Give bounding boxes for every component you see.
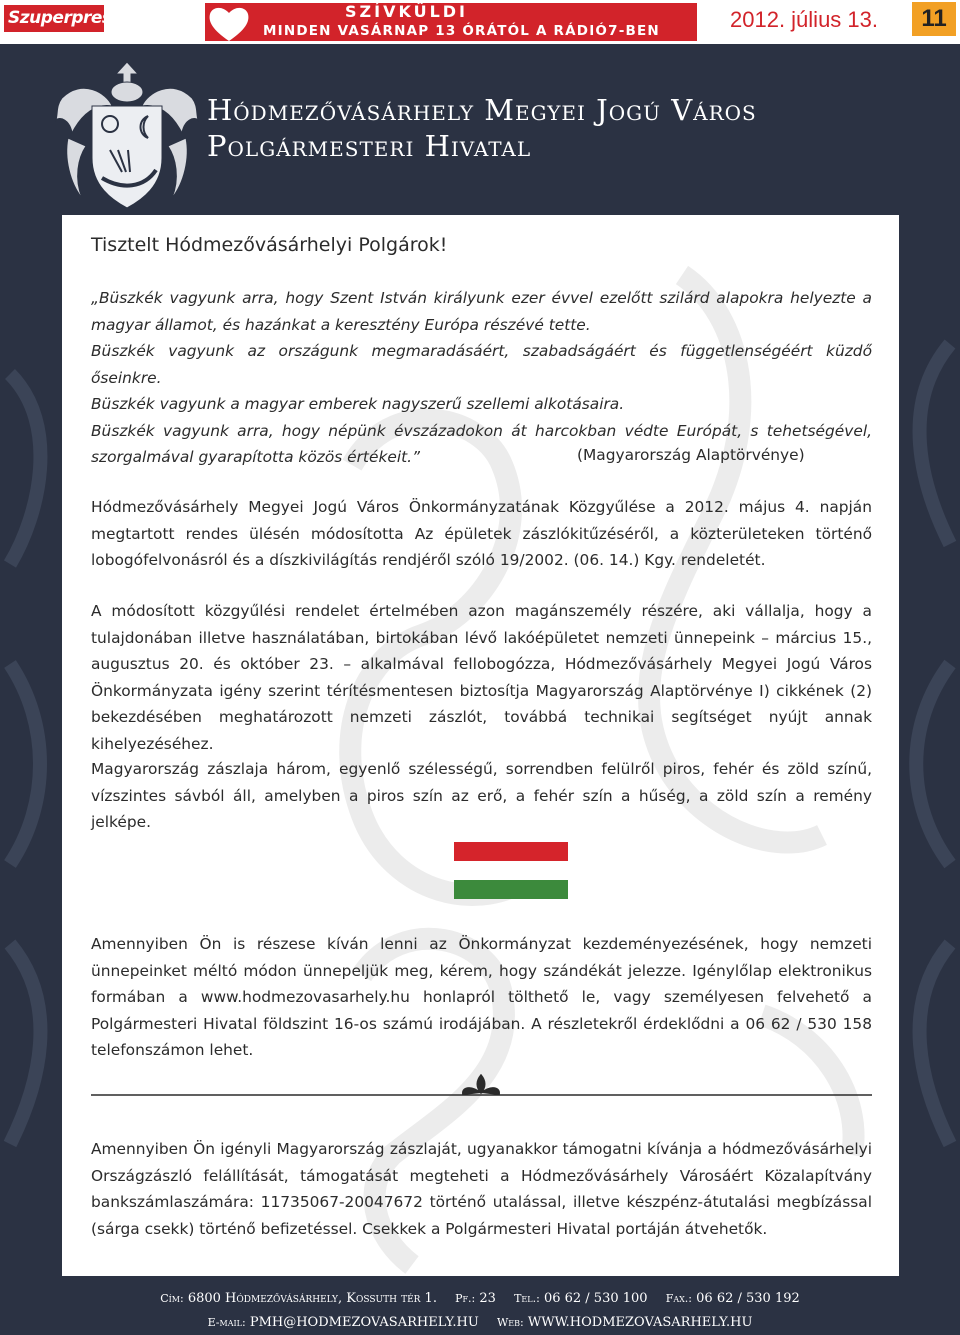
- fax-value: 06 62 / 530 192: [696, 1291, 800, 1306]
- issue-date: 2012. július 13.: [730, 7, 878, 32]
- fax-label: Fax.:: [665, 1292, 693, 1305]
- paragraph-flag-description: Magyarország zászlaja három, egyenlő szélességű, sorrendben felülről piros, fehér és zöld színű, vízszintes sávból áll, amelyben a piros szín az erő, a fehér szín a hűség, a zöld szín a remény jelképe.: [91, 760, 872, 831]
- flag-stripe-red: [454, 842, 568, 861]
- web-link[interactable]: WWW.HODMEZOVASARHELY.HU: [527, 1315, 753, 1330]
- office-title-line-2: Polgármesteri Hivatal: [207, 129, 532, 163]
- paragraph-flag-provision: A módosított közgyűlési rendelet értelmében azon magánszemély részére, aki vállalja, hogy a tulajdonában illetve használatában, birtokában lévő lakóépületet nemzeti ünnepeink – március 15., augusztus 20. és október 23. – alkalmával fellobogózza, Hódmezővásárhely Megyei Jogú Város Önkormányzata igény szerint térítésmentesen biztosítja Magyarország Alaptörvénye I) cikkének (2) bekezdésében meghatározott nemzeti zászlót, továbbá technikai segítséget nyújt annak kihelyezéséhez.: [91, 602, 872, 753]
- pf-value: 23: [479, 1291, 496, 1306]
- email-value[interactable]: PMH@HODMEZOVASARHELY.HU: [249, 1315, 479, 1330]
- web-label: Web:: [496, 1316, 524, 1329]
- paragraph-application: Amennyiben Ön is részese kíván lenni az Önkormányzat kezdeményezésének, hogy nemzeti ünnepeinket méltó módon ünnepeljük meg, kérem, hogy szándékát jelezze. Igénylőlap elektronikus formában a www.hodmezovasarhely.hu honlapról tölthető le, vagy személyesen felvehető a Polgármesteri Hivatal földszint 16-os számú irodájában. A részletekről érdeklődni a 06 62 / 530 158 telefonszámon lehet.: [91, 935, 872, 1059]
- fleur-ornament-icon: [91, 1073, 872, 1101]
- paragraph-decree: Hódmezővásárhely Megyei Jogú Város Önkormányzatának Közgyűlése a 2012. május 4. napján megtartott rendes ülésén módosította Az épületek zászlókitűzéséről, a közterületeken történő lobogófelvonásról és a díszkivilágítás rendjéről szóló 19/2002. (06. 14.) Kgy. rendeletét.: [91, 498, 872, 569]
- promo-banner: [205, 3, 697, 41]
- publication-logo: Szuperpress: [4, 5, 104, 32]
- pf-label: Pf.:: [455, 1292, 476, 1305]
- letter-card: [62, 215, 899, 1276]
- footer-line-2: [0, 1311, 960, 1335]
- top-strip: [0, 0, 960, 44]
- promo-subtitle: MINDEN VASÁRNAP 13 ÓRÁTÓL A RÁDIÓ7-BEN: [263, 23, 660, 39]
- tel-label: Tel.:: [514, 1292, 540, 1305]
- address-label: Cím:: [160, 1292, 184, 1305]
- flag-stripe-white: [454, 861, 568, 880]
- page-number-badge: 11: [912, 2, 956, 36]
- promo-title: SZÍVKÜLDI: [345, 3, 468, 21]
- flag-stripe-green: [454, 880, 568, 899]
- quote-line: Büszkék vagyunk a magyar emberek nagyszerű szellemi alkotásaira.: [91, 395, 625, 413]
- email-label: E-mail:: [207, 1316, 246, 1329]
- heart-icon: [207, 4, 251, 41]
- address-value: 6800 Hódmezővásárhely, Kossuth tér 1.: [187, 1291, 437, 1306]
- office-title-line-1: Hódmezővásárhely Megyei Jogú Város: [207, 93, 757, 127]
- quote-line: Büszkék vagyunk arra, hogy népünk évszázadokon át harcokban védte Európát, s tehetségével, szorgalmával gyarapította közös értékeit.”: [91, 421, 872, 466]
- quote-source: (Magyarország Alaptörvénye): [577, 446, 805, 464]
- quote-line: „Büszkék vagyunk arra, hogy Szent István királyunk ezer évvel ezelőtt szilárd alapokra helyezte a magyar államot, és hazánkat a keresztény Európa részévé tette.: [91, 289, 872, 334]
- quote-line: Büszkék vagyunk az országunk megmaradásáért, szabadságáért és függetlenségéért küzdő őseinkre.: [91, 342, 872, 387]
- paragraph-donation: Amennyiben Ön igényli Magyarország zászlaját, ugyanakkor támogatni kívánja a hódmezővásárhelyi Országzászló felállítását, támogatását megteheti a Hódmezővásárhely Városáért Közalapítvány bankszámlaszámára: 11735067-20047672 történő utalással, illetve készpénz-átutalási megbízással (sárga csekk) történő befizetéssel. Csekkek a Polgármesteri Hivatal portáján átvehetők.: [91, 1140, 872, 1238]
- coat-of-arms-icon: [52, 58, 202, 216]
- hungarian-flag: [454, 842, 568, 899]
- tel-value: 06 62 / 530 100: [543, 1291, 648, 1306]
- footer-line-1: [0, 1287, 960, 1311]
- greeting: Tisztelt Hódmezővásárhelyi Polgárok!: [91, 234, 448, 256]
